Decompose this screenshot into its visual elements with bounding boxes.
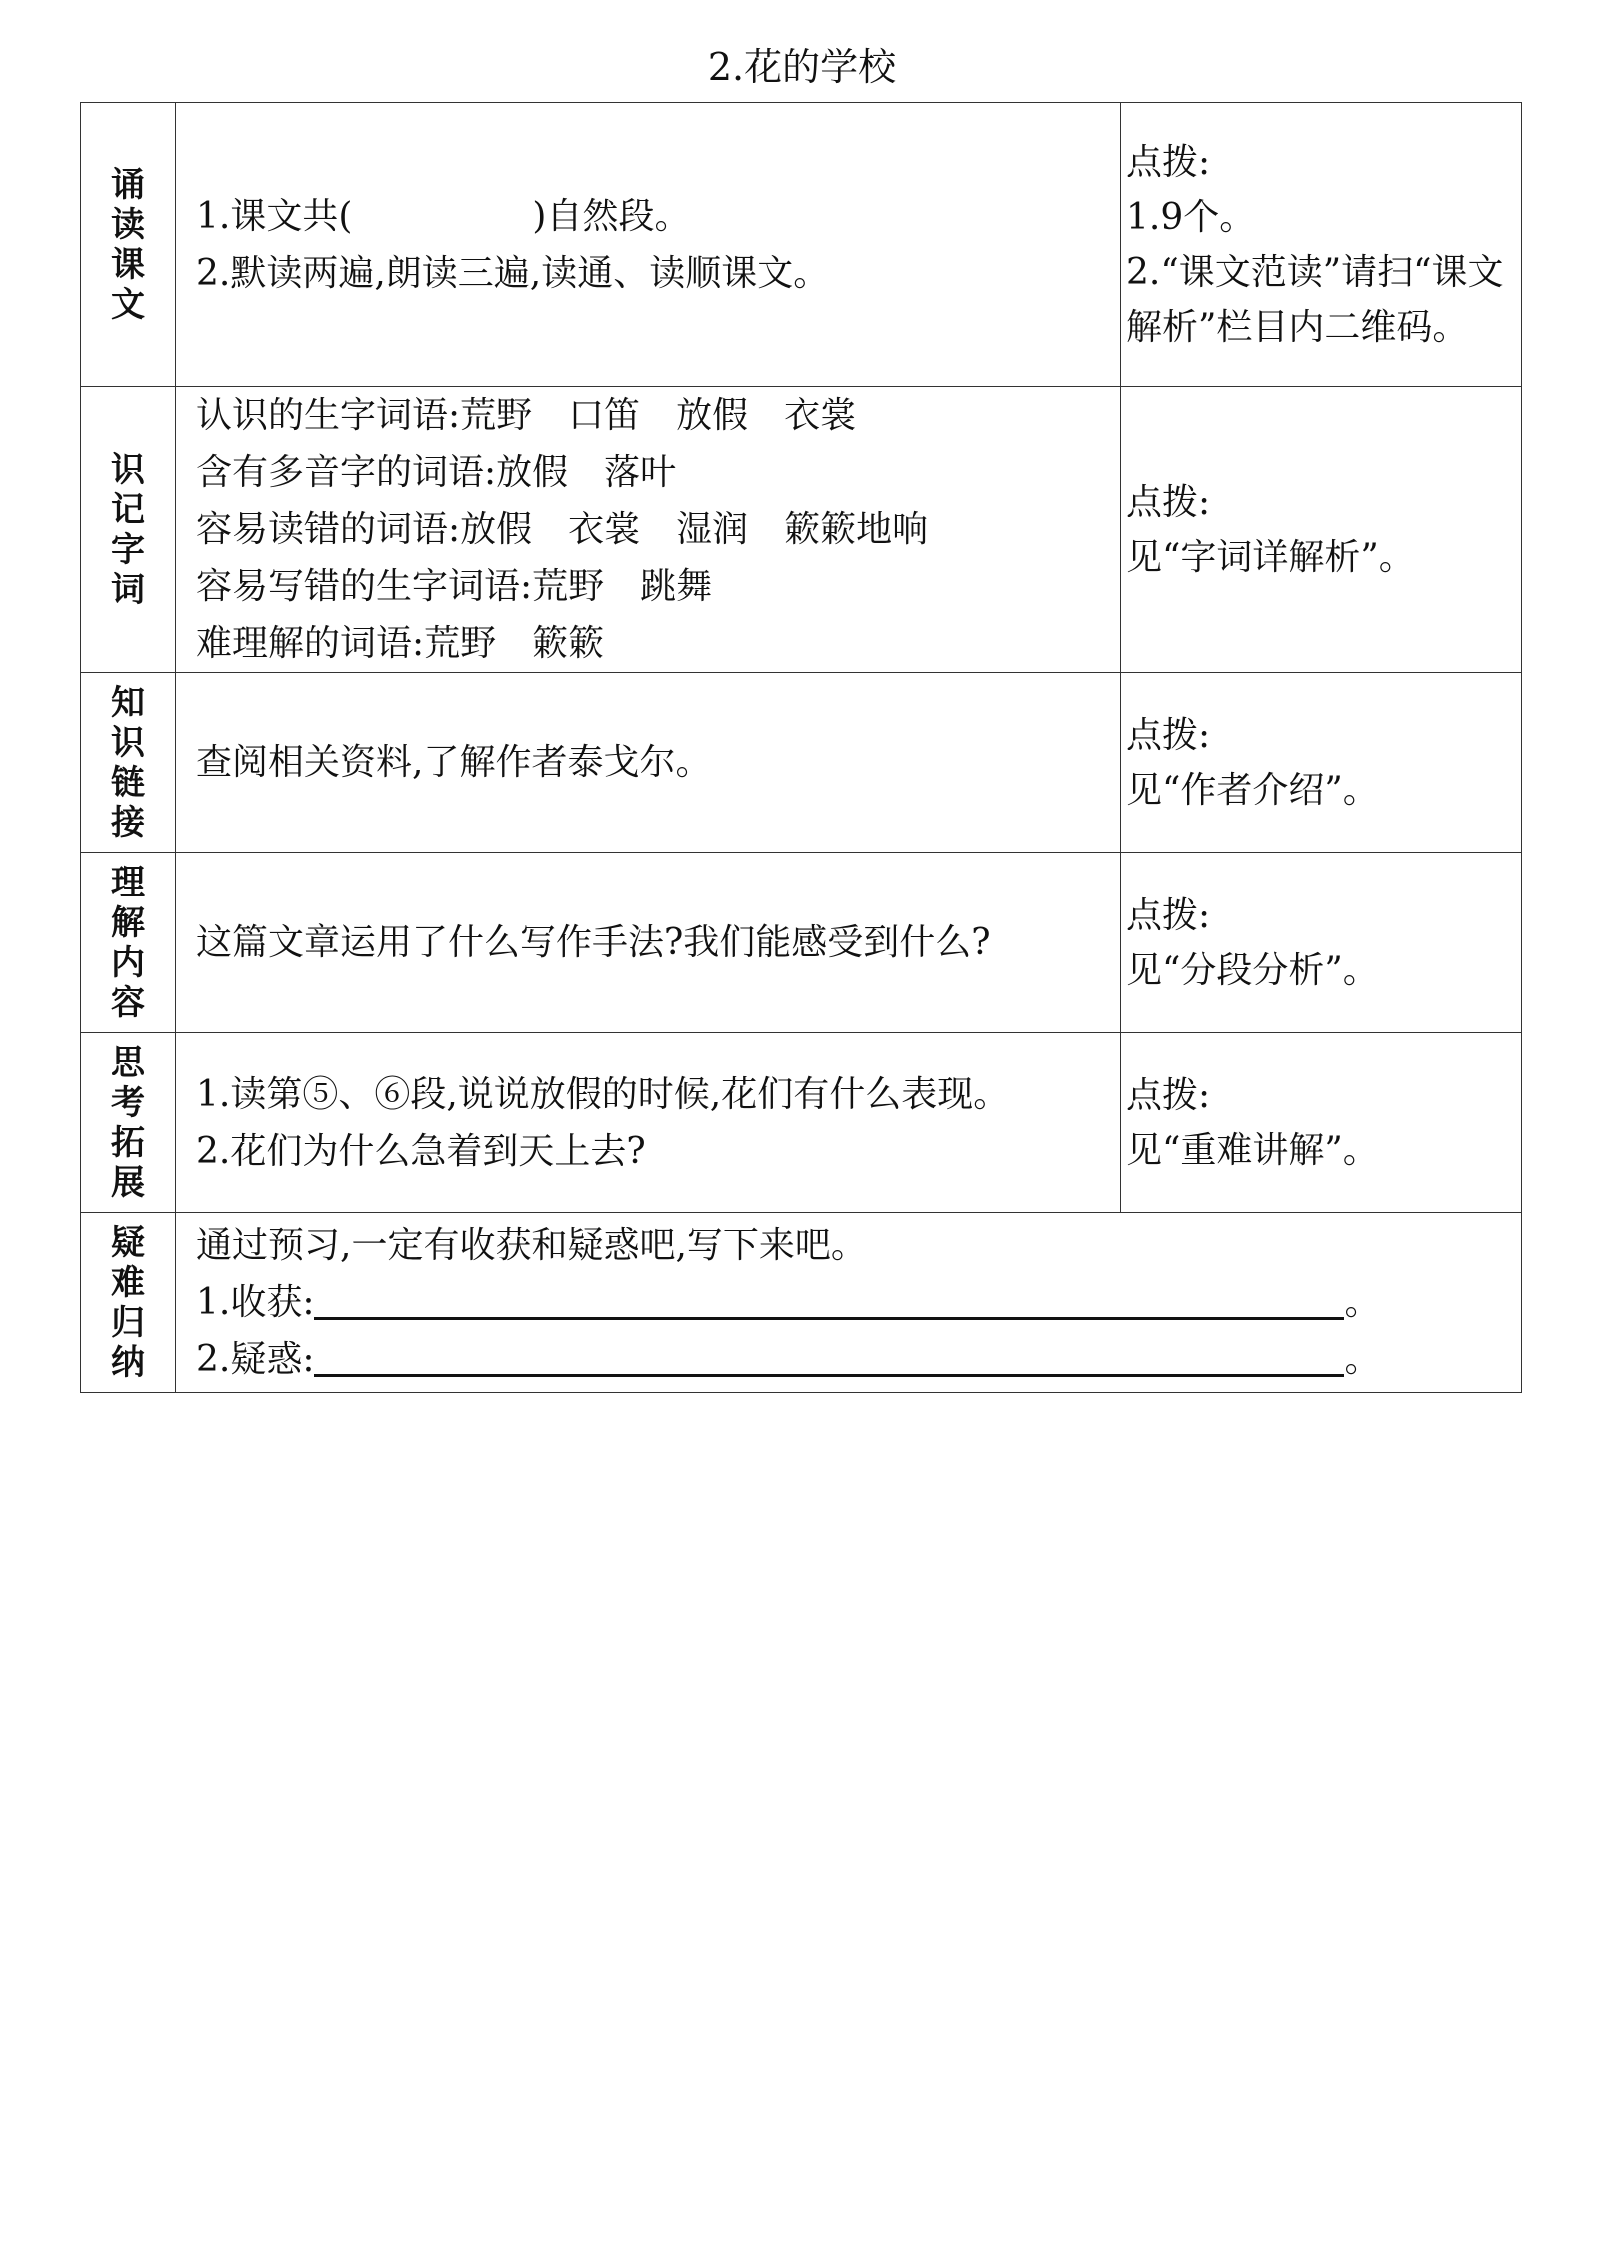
page-title: 2.花的学校	[707, 45, 897, 89]
hint-cell: 点拨: 见“作者介绍”。	[1121, 673, 1522, 853]
doubt-line: 2.疑惑: 。	[196, 1331, 1521, 1388]
task-cell: 认识的生字词语:荒野 口笛 放假 衣裳 含有多音字的词语:放假 落叶 容易读错的词语:放假 衣裳 湿润 簌簌地响 容易写错的生字词语:荒野 跳舞 难理解的词语:荒野 簌簌	[176, 387, 1121, 673]
row-category: 疑 难 归 纳	[81, 1213, 176, 1393]
hint-cell: 点拨: 见“字词详解析”。	[1121, 387, 1522, 673]
hint-cell: 点拨: 见“重难讲解”。	[1121, 1033, 1522, 1213]
task-line: 2.默读两遍,朗读三遍,读通、读顺课文。	[196, 252, 830, 294]
row-category: 理 解 内 容	[81, 853, 176, 1033]
task-cell	[176, 103, 1121, 387]
task-cell: 通过预习,一定有收获和疑惑吧,写下来吧。 1.收获: 。 2.疑惑: 。	[176, 1213, 1522, 1393]
table-row	[81, 387, 1522, 673]
table-row	[81, 1033, 1522, 1213]
task-cell: 1.读第⑤、⑥段,说说放假的时候,花们有什么表现。 2.花们为什么急着到天上去?	[176, 1033, 1121, 1213]
hint-cell: 点拨: 1.9个。 2.“课文范读”请扫“课文解析”栏目内二维码。	[1121, 103, 1522, 387]
preview-table	[80, 102, 1522, 1393]
table-row	[81, 103, 1522, 387]
table-row	[81, 673, 1522, 853]
task-line: 1.课文共( )自然段。	[196, 195, 691, 237]
row-category: 诵 读 课 文	[81, 103, 176, 387]
hint-cell: 点拨: 见“分段分析”。	[1121, 853, 1522, 1033]
row-category: 识 记 字 词	[81, 387, 176, 673]
task-cell: 这篇文章运用了什么写作手法?我们能感受到什么?	[176, 853, 1121, 1033]
row-category: 思 考 拓 展	[81, 1033, 176, 1213]
harvest-line: 1.收获: 。	[196, 1274, 1521, 1331]
table-row	[81, 1213, 1522, 1393]
table-row	[81, 853, 1522, 1033]
doubt-blank[interactable]	[314, 1334, 1344, 1377]
row-category: 知 识 链 接	[81, 673, 176, 853]
harvest-blank[interactable]	[314, 1277, 1344, 1320]
task-cell: 查阅相关资料,了解作者泰戈尔。	[176, 673, 1121, 853]
